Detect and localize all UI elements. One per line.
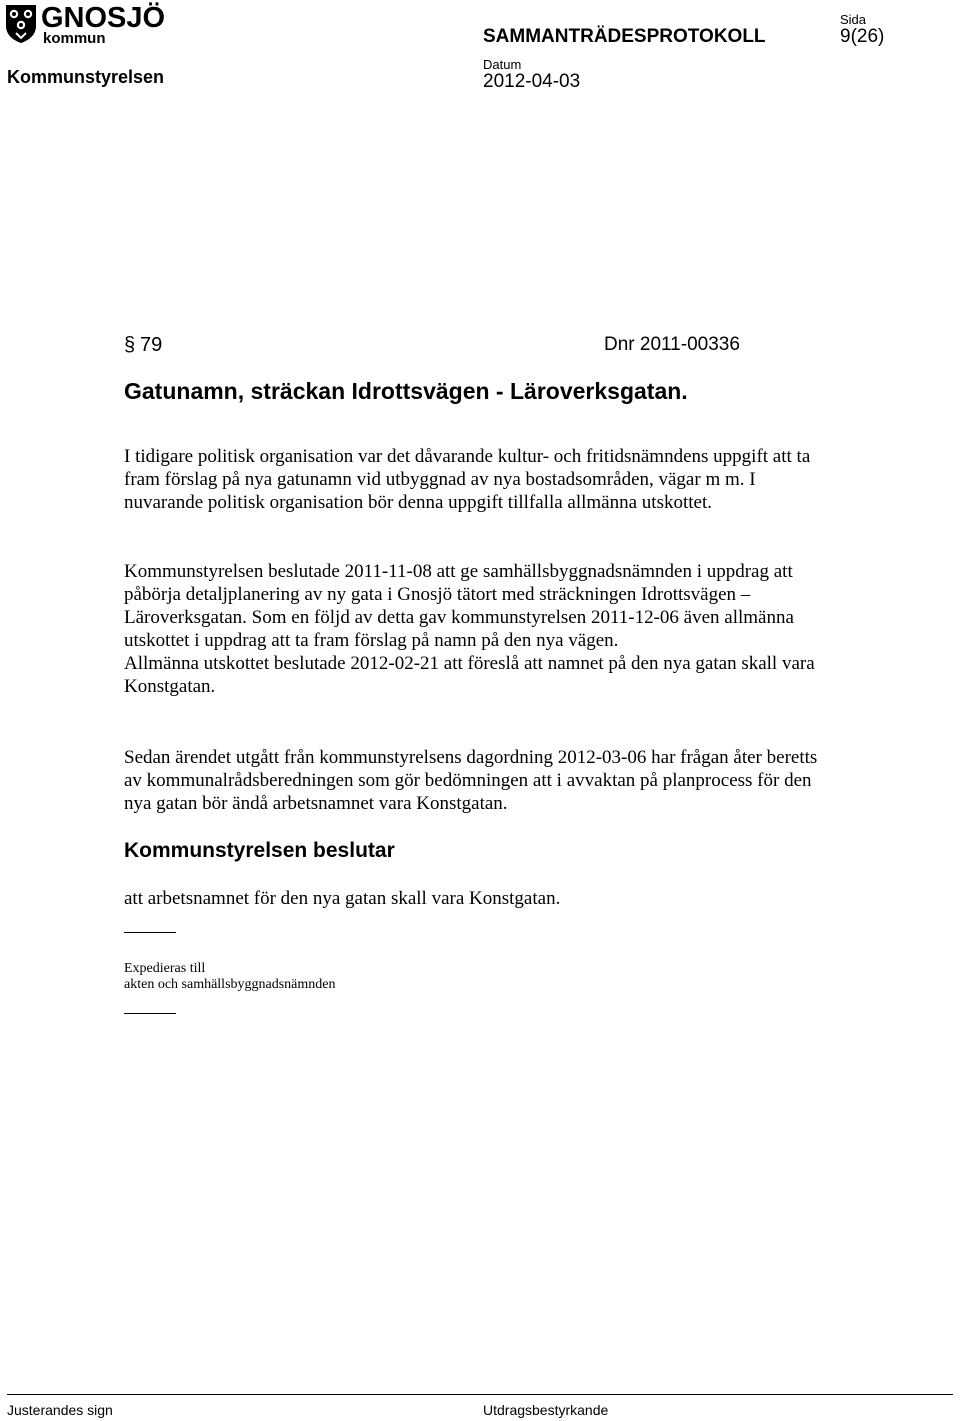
body-paragraph: I tidigare politisk organisation var det dåvarande kultur- och fritidsnämndens uppgift att ta fram förslag på nya gatunamn vid utbyggnad av nya bostadsområden, vägar m m. I nuvarande politisk organisation bör denna uppgift tillfalla allmänna utskottet. bbox=[124, 446, 811, 513]
footer-certification-label: Utdragsbestyrkande bbox=[483, 1402, 609, 1418]
separator-rule bbox=[124, 932, 176, 933]
dispatch-label: Expedieras till bbox=[124, 961, 206, 976]
gnosjo-logo bbox=[5, 4, 165, 46]
date-value: 2012-04-03 bbox=[483, 71, 581, 92]
dispatch-recipients: akten och samhällsbyggnadsnämnden bbox=[124, 977, 336, 992]
decision-heading: Kommunstyrelsen beslutar bbox=[124, 839, 395, 862]
page-number: 9(26) bbox=[840, 26, 885, 47]
organization-name: Kommunstyrelsen bbox=[7, 67, 165, 87]
logo-subtitle: kommun bbox=[43, 30, 106, 47]
paragraph-number: 79 bbox=[140, 334, 163, 356]
footer-signature-label: Justerandes sign bbox=[7, 1402, 113, 1418]
diary-number: Dnr 2011-00336 bbox=[604, 334, 740, 355]
date-label: Datum bbox=[483, 57, 522, 72]
body-paragraph: Kommunstyrelsen beslutade 2011-11-08 att ge samhällsbyggnadsnämnden i uppdrag att påbörja detaljplanering av ny gata i Gnosjö tätort med sträckningen Idrottsvägen – Läroverksgatan. Som en följd av detta gav kommunstyrelsen 2011-12-06 även allmänna utskottet i uppdrag att ta fram förslag på namn på den nya vägen. bbox=[124, 561, 794, 651]
body-paragraph: Sedan ärendet utgått från kommunstyrelsens dagordning 2012-03-06 har frågan åter beretts av kommunalrådsberedningen som gör bedömningen att i avvaktan på planprocess för den nya gatan bör ändå arbetsnamnet vara Konstgatan. bbox=[124, 747, 818, 814]
document-title: SAMMANTRÄDESPROTOKOLL bbox=[483, 26, 766, 47]
decision-text: att arbetsnamnet för den nya gatan skall vara Konstgatan. bbox=[124, 888, 561, 909]
separator-rule bbox=[124, 1013, 176, 1014]
body-paragraph: Allmänna utskottet beslutade 2012-02-21 att föreslå att namnet på den nya gatan skall vara Konstgatan. bbox=[124, 653, 815, 697]
footer-line bbox=[7, 1394, 953, 1395]
paragraph-sign: § bbox=[124, 334, 136, 356]
logo-name: GNOSJÖ bbox=[41, 2, 166, 34]
page-label: Sida bbox=[840, 12, 867, 27]
coat-of-arms-icon bbox=[5, 4, 37, 44]
body-paragraph-group bbox=[124, 560, 824, 698]
item-heading: Gatunamn, sträckan Idrottsvägen - Läroverksgatan. bbox=[124, 378, 688, 404]
